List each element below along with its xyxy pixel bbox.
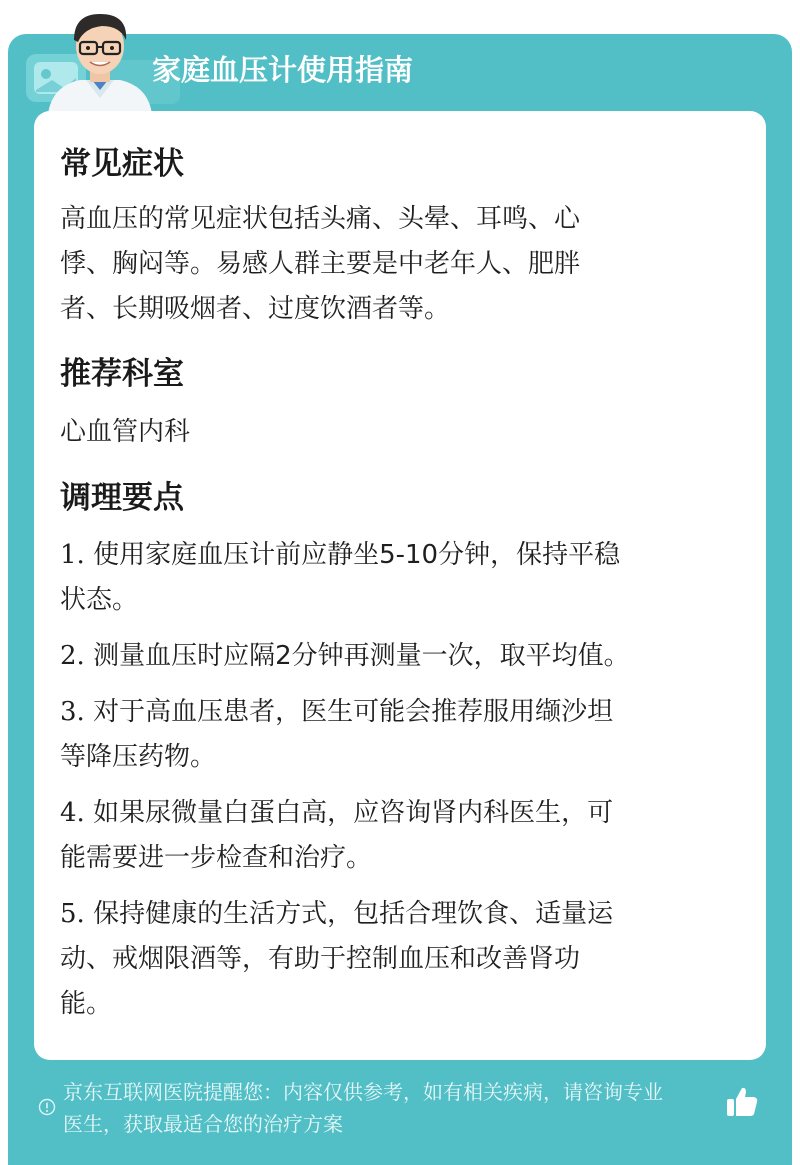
- info-icon: [38, 1098, 56, 1116]
- section-title-department: 推荐科室: [60, 356, 184, 392]
- footer-disclaimer: 京东互联网医院提醒您：内容仅供参考，如有相关疾病，请咨询专业 医生，获取最适合您的治疗方案: [63, 1080, 663, 1136]
- care-item-1: 1. 使用家庭血压计前应静坐5-10分钟，保持平稳 状态。: [60, 540, 621, 615]
- care-item-2: 2. 测量血压时应隔2分钟再测量一次，取平均值。: [60, 641, 630, 671]
- section-title-symptoms: 常见症状: [60, 146, 184, 182]
- care-item-4: 4. 如果尿微量白蛋白高，应咨询肾内科医生，可 能需要进一步检查和治疗。: [60, 798, 614, 873]
- doctor-avatar-icon: [40, 6, 160, 114]
- care-item-3: 3. 对于高血压患者，医生可能会推荐服用缬沙坦 等降压药物。: [60, 697, 614, 772]
- page-title: 家庭血压计使用指南: [152, 53, 414, 87]
- care-item-5: 5. 保持健康的生活方式，包括合理饮食、适量运 动、戒烟限酒等，有助于控制血压和改善肾功 能。: [60, 899, 614, 1019]
- department-text: 心血管内科: [60, 417, 191, 447]
- section-title-care: 调理要点: [60, 480, 184, 516]
- thumbs-up-icon[interactable]: [724, 1084, 760, 1120]
- symptoms-text: 高血压的常见症状包括头痛、头晕、耳鸣、心 悸、胸闷等。易感人群主要是中老年人、肥胖 者、长期吸烟者、过度饮酒者等。: [60, 204, 581, 324]
